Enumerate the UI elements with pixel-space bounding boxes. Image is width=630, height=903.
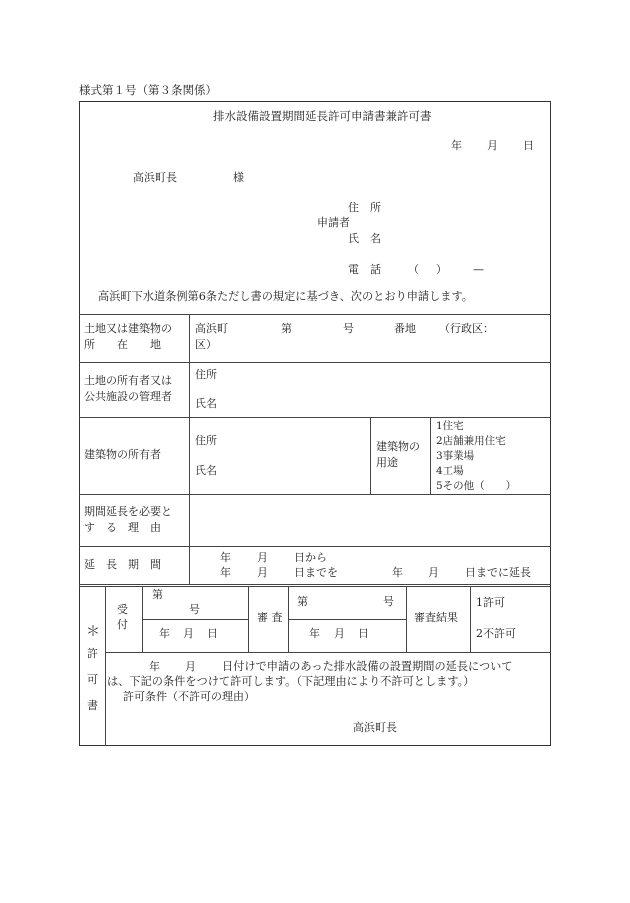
date-day-label: 日 [523, 139, 534, 152]
addressee-name: 高浜町長 [133, 171, 177, 184]
review-result-divider [406, 587, 407, 652]
period-to-year: 年 [220, 566, 231, 579]
location-go: 号 [343, 322, 354, 335]
period-label: 延 長 期 間 [84, 558, 161, 571]
receipt-date-part: 月 [183, 627, 194, 640]
form-title: 排水設備設置期間延長許可申請書兼許可書 [213, 109, 432, 123]
use-option: 4工場 [436, 465, 464, 477]
form-frame [79, 101, 551, 746]
permit-vertical-char: 書 [87, 699, 98, 712]
phone-paren-close: ） [436, 263, 447, 276]
rule-building-bottom [79, 494, 551, 495]
period-from-month: 月 [257, 551, 268, 564]
permit-conditions-label: 許可条件（不許可の理由） [123, 690, 255, 703]
building-owner-address-label: 住所 [195, 434, 217, 447]
review-dai: 第 [297, 595, 308, 608]
applicant-address-label: 住 所 [348, 201, 381, 214]
permit-vertical-char: 可 [87, 673, 98, 686]
building-use-label-line1: 建築物の [376, 440, 420, 453]
location-town: 高浜町 [195, 322, 228, 335]
permit-body-line1: 日付けで申請のあった排水設備の設置期間の延長について [222, 660, 513, 673]
asterisk-mark: ＊ [86, 624, 100, 640]
building-owner-label: 建築物の所有者 [84, 448, 161, 461]
date-month-label: 月 [487, 139, 498, 152]
period-new-month: 月 [428, 566, 439, 579]
building-use-divider-left [370, 417, 371, 494]
permit-body-line2: は、下記の条件をつけて許可します。（下記理由により不許可とします。） [107, 675, 475, 688]
addressee-honorific: 様 [233, 171, 244, 184]
building-owner-name-label: 氏名 [195, 464, 217, 477]
land-owner-address-label: 住所 [195, 368, 217, 381]
period-from-year: 年 [220, 551, 231, 564]
rule-reason-bottom [79, 546, 551, 547]
permit-signer: 高浜町長 [353, 721, 397, 734]
result-label-divider [470, 587, 471, 652]
location-ward-open: （行政区： [439, 322, 494, 335]
period-to-day: 日までを [294, 566, 338, 579]
date-year-label: 年 [451, 139, 462, 152]
location-label-line1: 土地又は建築物の [84, 322, 172, 335]
review-mid-rule [288, 619, 406, 620]
review-label: 審 査 [257, 611, 283, 624]
rule-location-top [79, 314, 551, 315]
result-label: 審査結果 [414, 611, 458, 624]
preamble-text: 高浜町下水道条例第6条ただし書の規定に基づき、次のとおり申請します。 [98, 290, 473, 303]
reason-label-line2: す る 理 由 [84, 521, 161, 534]
period-from-day: 日から [294, 551, 327, 564]
permit-label-divider [105, 587, 106, 746]
building-use-divider-right [430, 417, 431, 494]
receipt-mid-rule [142, 619, 248, 620]
use-option: 3事業場 [436, 450, 475, 462]
label-column-divider [189, 314, 190, 585]
receipt-label-char: 受 [117, 603, 128, 616]
permit-body-month: 月 [185, 660, 196, 673]
building-use-label-line2: 用途 [376, 456, 398, 469]
rule-location-bottom [79, 362, 551, 363]
land-owner-label-line2: 公共施設の管理者 [84, 390, 172, 403]
phone-dash: — [473, 263, 484, 276]
receipt-date-part: 日 [207, 627, 218, 640]
location-ward-close: 区） [195, 338, 217, 351]
permit-body-top-rule [105, 652, 551, 653]
location-label-line2: 所 在 地 [84, 338, 161, 351]
permit-body-year: 年 [149, 660, 160, 673]
applicant-phone-label: 電 話 [348, 263, 381, 276]
period-to-month: 月 [257, 566, 268, 579]
applicant-name-label: 氏 名 [348, 232, 381, 245]
double-rule-permit-top [79, 584, 551, 587]
review-date-part: 日 [358, 627, 369, 640]
review-date-part: 年 [309, 627, 320, 640]
use-option: 5その他（ ） [436, 480, 517, 492]
result-option: 1許可 [476, 596, 505, 609]
rule-owner-bottom [79, 417, 551, 418]
receipt-dai: 第 [152, 588, 163, 601]
phone-paren-open: （ [408, 263, 419, 276]
receipt-date-part: 年 [159, 627, 170, 640]
receipt-label-char: 付 [117, 618, 128, 631]
result-option: 2不許可 [476, 627, 516, 640]
period-new-year: 年 [392, 566, 403, 579]
location-banchi: 番地 [394, 322, 416, 335]
review-date-part: 月 [334, 627, 345, 640]
land-owner-label-line1: 土地の所有者又は [84, 374, 172, 387]
receipt-review-divider [248, 587, 249, 652]
form-number: 様式第１号（第３条関係） [79, 83, 217, 97]
use-option: 1住宅 [436, 420, 464, 432]
location-dai: 第 [281, 322, 292, 335]
review-go: 号 [383, 595, 394, 608]
reason-label-line1: 期間延長を必要と [84, 505, 172, 518]
use-option: 2店舗兼用住宅 [436, 435, 506, 447]
receipt-go: 号 [189, 603, 200, 616]
period-end-text: 日までに延長 [465, 566, 531, 579]
applicant-label: 申請者 [317, 216, 350, 229]
permit-vertical-char: 許 [87, 647, 98, 660]
land-owner-name-label: 氏名 [195, 397, 217, 410]
